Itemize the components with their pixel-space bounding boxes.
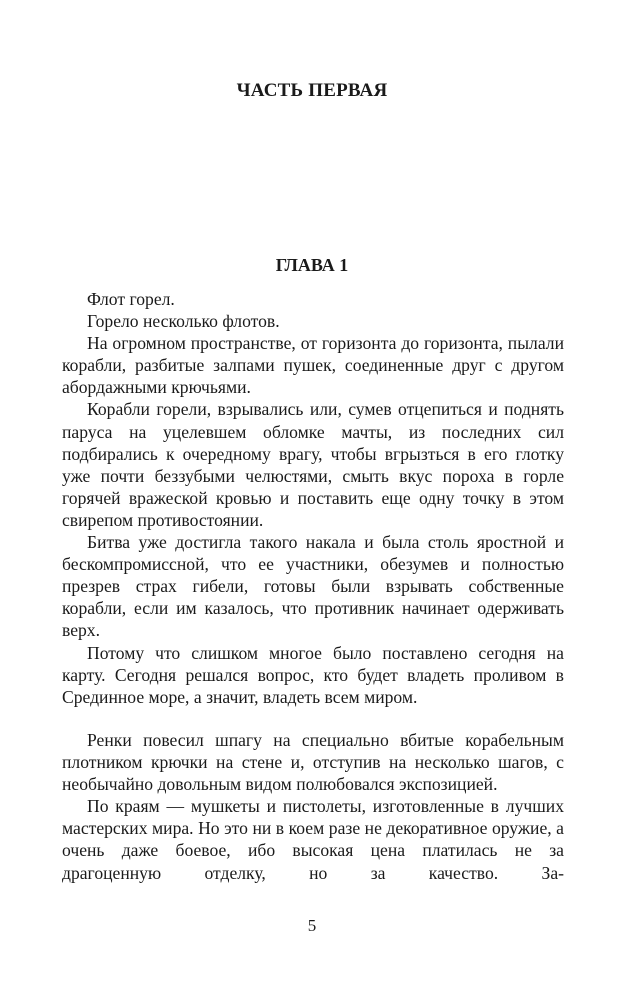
paragraph: Ренки повесил шпагу на специально вбитые корабельным плотником крючки на стене и, отступив на несколько шагов, с необычайно довольным видом полюбовался экспозицией. xyxy=(62,730,564,795)
chapter-text-section-2 xyxy=(62,729,564,884)
paragraph: На огромном пространстве, от горизонта до горизонта, пылали корабли, разбитые залпами пушек, соединенные друг с другом абордажными крючьями. xyxy=(62,333,564,398)
paragraph: Битва уже достигла такого накала и была столь яростной и бескомпромиссной, что ее участники, обезумев и полностью презрев страх гибели, готовы были взрывать собственные корабли, если им казалось, что противник начинает одерживать верх. xyxy=(62,532,564,641)
page-number: 5 xyxy=(307,916,317,935)
paragraph: Потому что слишком многое было поставлено сегодня на карту. Сегодня решался вопрос, кто будет владеть проливом в Срединное море, а значит, владеть всем миром. xyxy=(62,642,564,707)
chapter-text-section-1 xyxy=(62,288,564,708)
paragraph: Корабли горели, взрывались или, сумев отцепиться и поднять паруса на уцелевшем обломке мачты, из последних сил подбирались к очередному врагу, чтобы вгрызться в его глотку уже почти беззубыми челюстями, смыть вкус пороха в горле горячей вражеской кровью и поставить еще одну точку в этом свирепом противостоянии. xyxy=(62,399,564,530)
part-title: ЧАСТЬ ПЕРВАЯ xyxy=(236,80,388,101)
chapter-title: ГЛАВА 1 xyxy=(275,255,349,275)
paragraph: Флот горел. xyxy=(87,289,175,309)
paragraph: Горело несколько флотов. xyxy=(87,311,280,332)
paragraph: По краям — мушкеты и пистолеты, изготовленные в лучших мастерских мира. Но это ни в коем разе не декоративное оружие, а очень даже боевое, ибо высокая цена платилась не за драгоценную отделку, но за качество. За- xyxy=(62,796,564,883)
